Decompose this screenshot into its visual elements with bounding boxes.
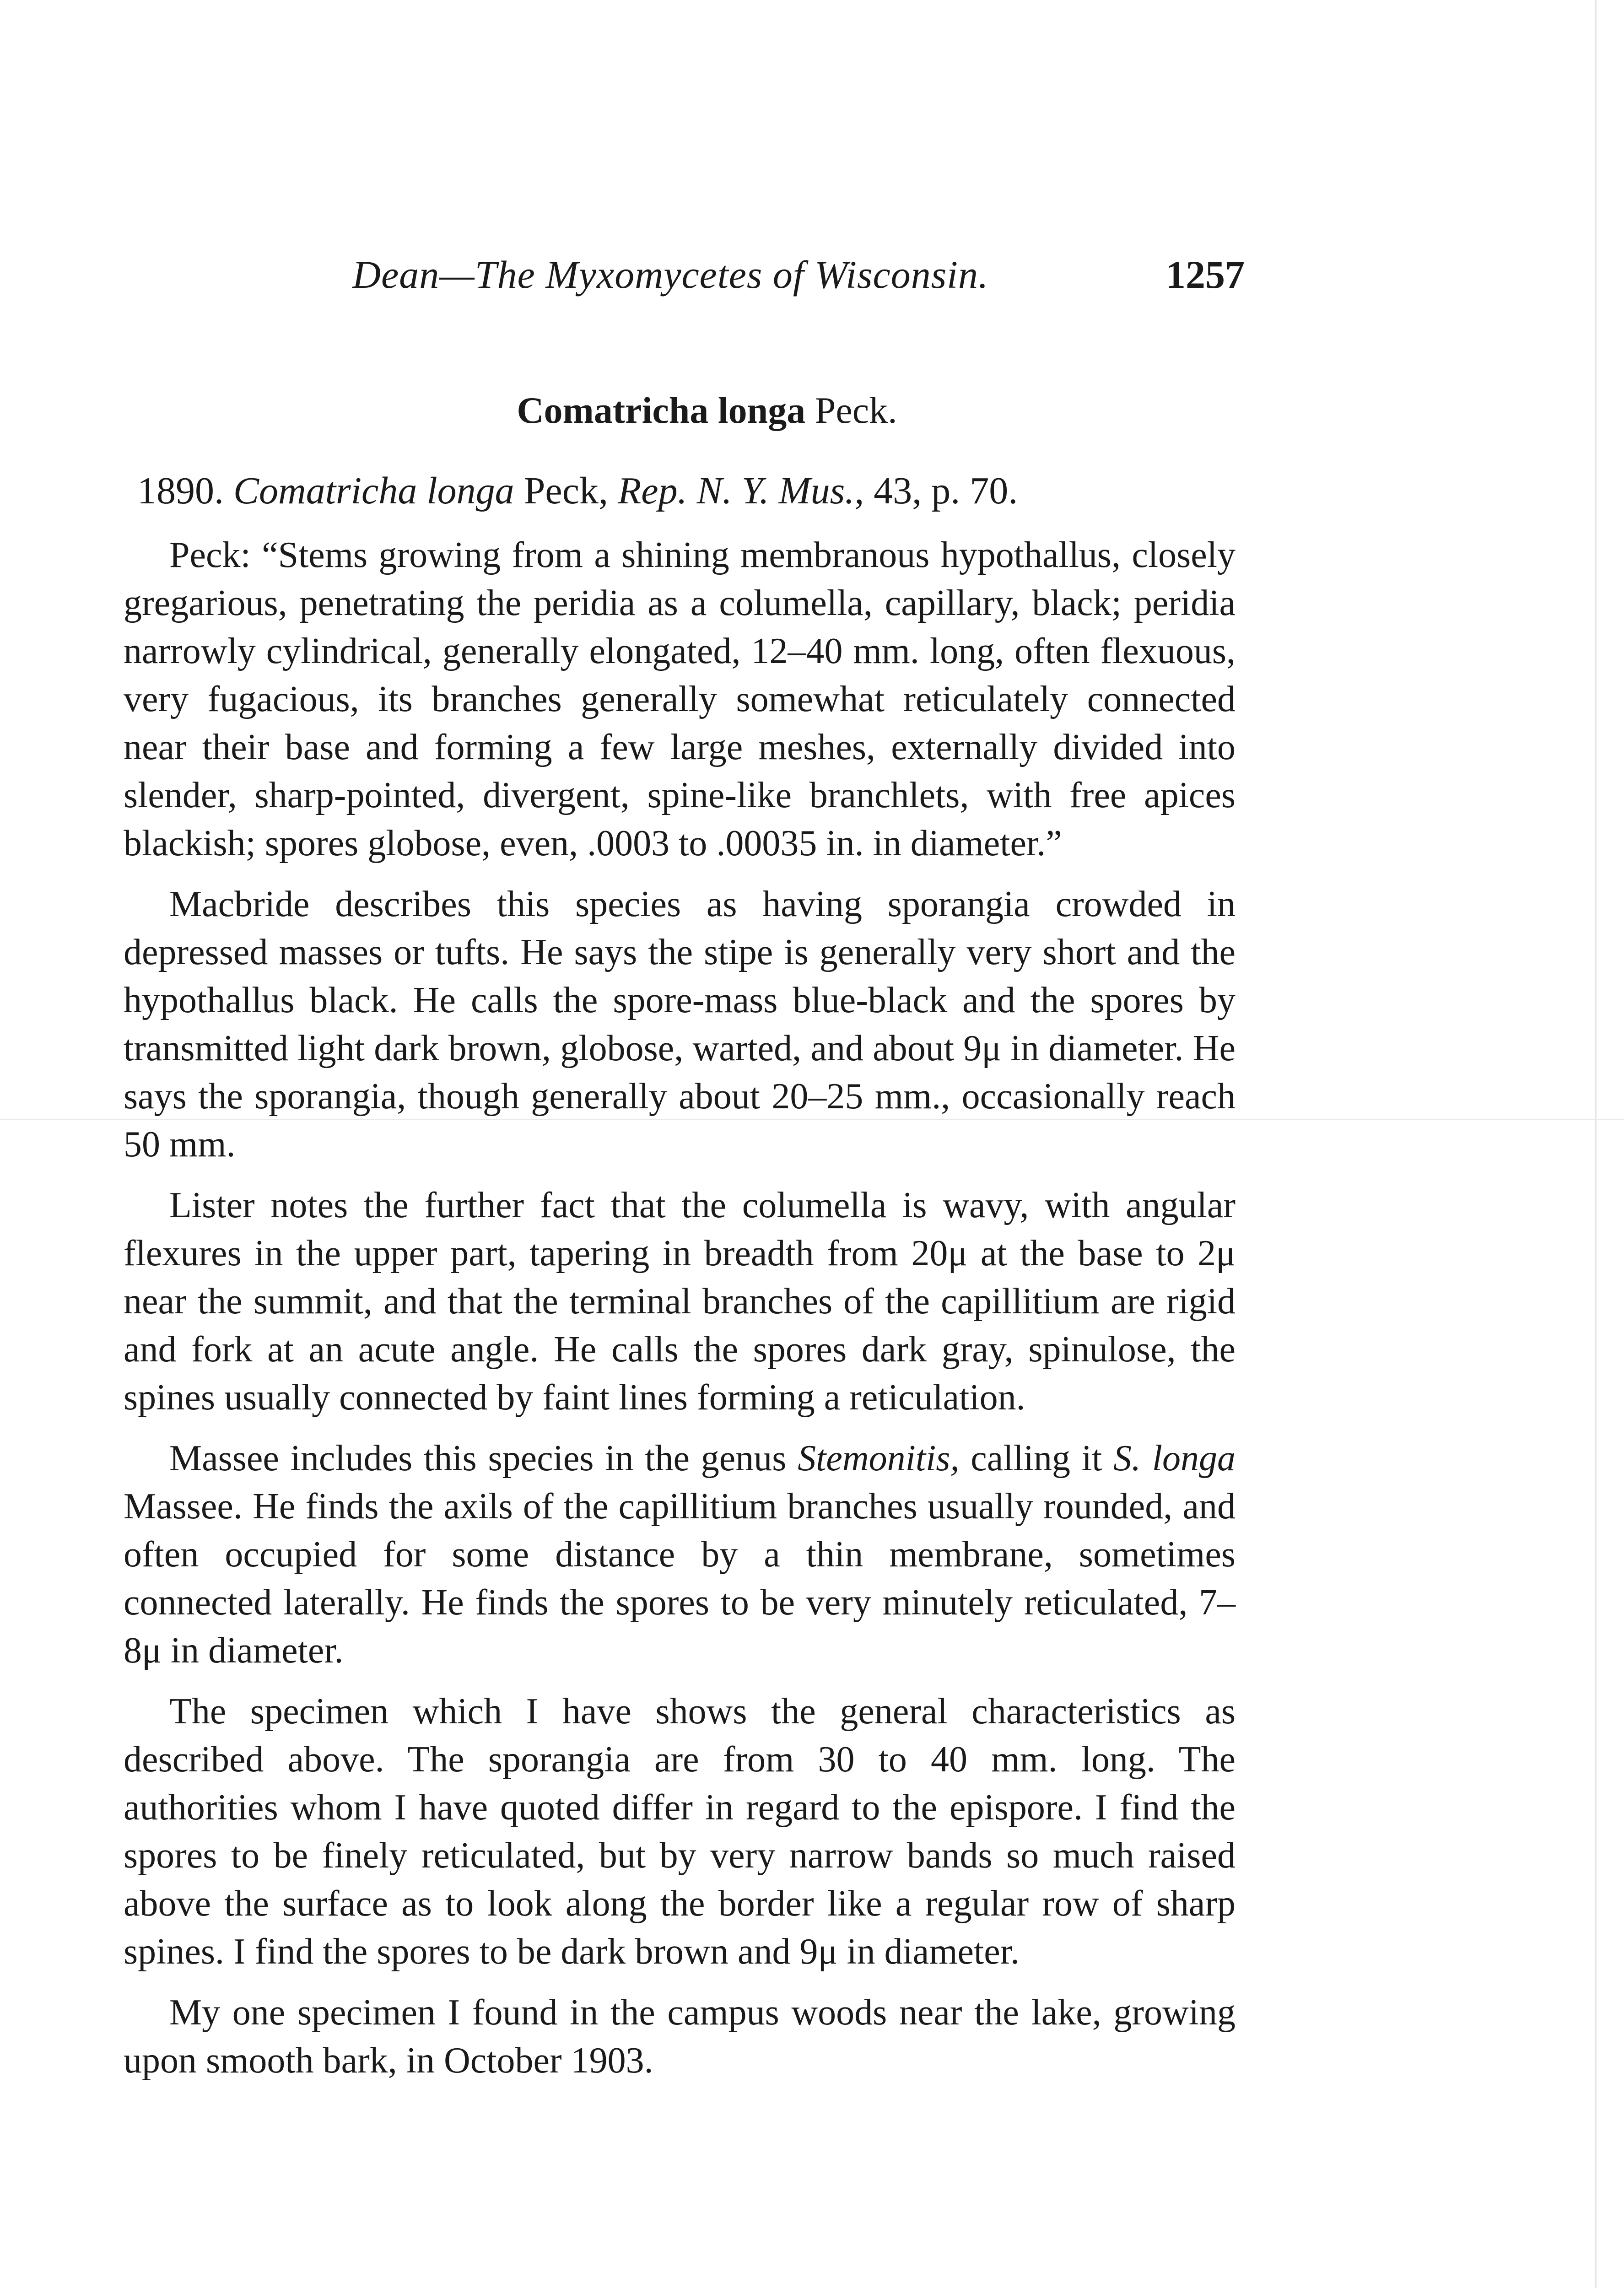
citation-source: Rep. N. Y. Mus., <box>617 469 864 512</box>
paragraph-massee <box>124 1435 1236 1675</box>
running-head-title: Dean—The Myxomycetes of Wisconsin. <box>352 253 989 297</box>
massee-part1: Massee includes this species in the genus <box>169 1438 798 1479</box>
citation-rest: 43, p. 70. <box>874 469 1018 512</box>
paragraph-specimen: The specimen which I have shows the general characteristics as described above. The sporangia are from 30 to 40 mm. long. The authorities whom I have quoted differ in regard to the epispore. I find the spores to be finely reticulated, but by very narrow bands so much raised above the surface as to look along the border like a regular row of sharp spines. I find the spores to be dark brown and 9μ in diameter. <box>124 1691 1236 1972</box>
massee-part3: Massee. He finds the axils of the capillitium branches usually rounded, and often occupied for some distance by a thin membrane, sometimes connected laterally. He finds the spores to be very minutely reticulated, 7–8μ in diameter. <box>124 1486 1236 1671</box>
document-page <box>124 247 1245 2098</box>
body-text <box>124 531 1236 2085</box>
citation-author: Peck, <box>523 469 608 512</box>
paragraph-peck: Peck: “Stems growing from a shining membranous hypothallus, closely gregarious, penetrating the peridia as a columella, capillary, black; peridia narrowly cylindrical, generally elongated, 12–40 mm. long, often flexuous, very fugacious, its branches generally somewhat reticulately connected near their base and forming a few large meshes, externally divided into slender, sharp-pointed, divergent, spine-like branchlets, with free apices blackish; spores globose, even, .0003 to .00035 in. in diameter.” <box>124 535 1236 863</box>
citation <box>137 469 1236 513</box>
citation-year: 1890. <box>137 469 224 512</box>
species-name: Comatricha longa <box>517 389 806 431</box>
species-heading <box>178 389 1236 432</box>
massee-genus: Stemonitis, <box>798 1438 960 1479</box>
species-authority: Peck. <box>815 389 897 431</box>
running-head <box>124 247 1245 297</box>
paragraph-lister: Lister notes the further fact that the columella is wavy, with angular flexures in the upper part, tapering in breadth from 20μ at the base to 2μ near the summit, and that the terminal branches of the capillitium are rigid and fork at an acute angle. He calls the spores dark gray, spinulose, the spines usually connected by faint lines forming a reticulation. <box>124 1185 1236 1418</box>
citation-name: Comatricha longa <box>233 469 514 512</box>
massee-part2: calling it <box>959 1438 1113 1479</box>
paragraph-found: My one specimen I found in the campus woods near the lake, growing upon smooth bark, in October 1903. <box>124 1992 1236 2081</box>
paragraph-macbride: Macbride describes this species as having sporangia crowded in depressed masses or tufts. He says the stipe is generally very short and the hypothallus black. He calls the spore-mass blue-black and the spores by transmitted light dark brown, globose, warted, and about 9μ in diameter. He says the sporangia, though generally about 20–25 mm., occasionally reach 50 mm. <box>124 884 1236 1165</box>
massee-species: S. longa <box>1113 1438 1236 1479</box>
page-number: 1257 <box>1166 253 1245 297</box>
scan-edge-right <box>1595 0 1597 2288</box>
